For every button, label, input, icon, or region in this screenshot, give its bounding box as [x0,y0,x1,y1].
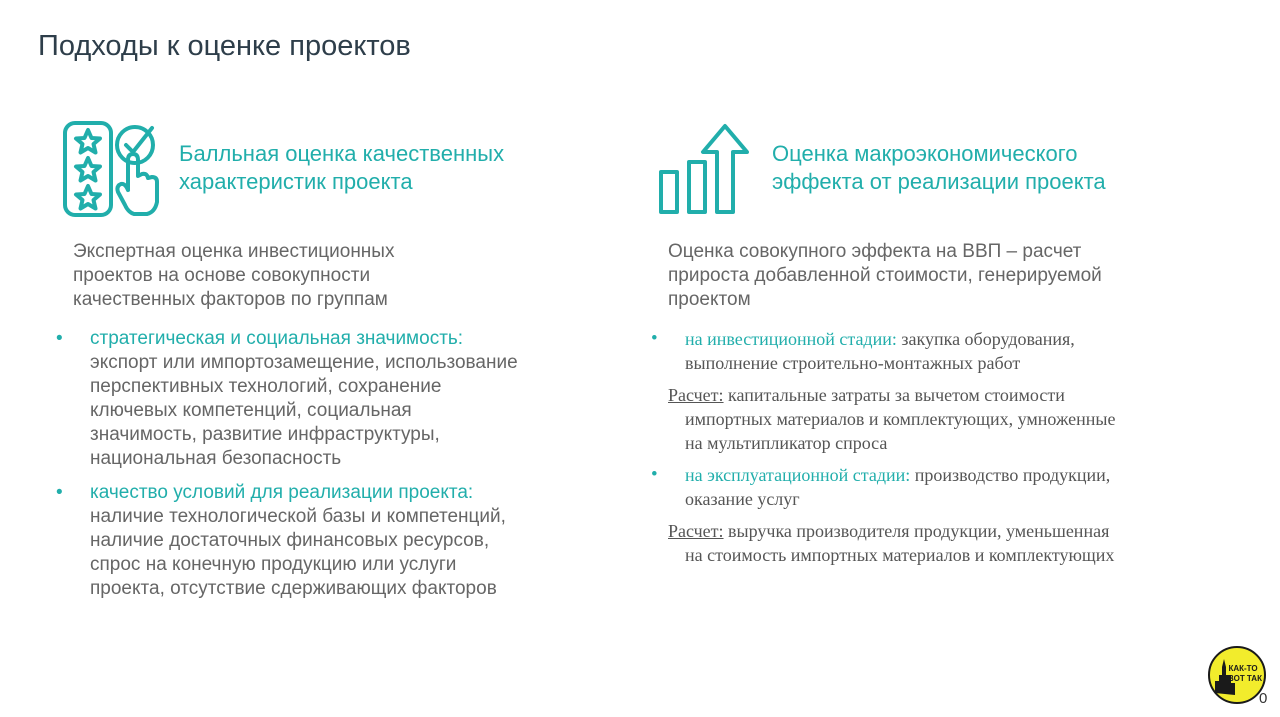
right-intro [668,240,1102,312]
right-heading-line: эффекта от реализации проекта [772,169,1106,194]
bullet-head: на эксплуатационной стадии: [685,465,911,485]
bullet-line: наличие достаточных финансовых ресурсов, [90,530,490,551]
page-title: Подходы к оценке проектов [38,30,411,62]
bullet-line: ключевых компетенций, социальная [90,400,412,421]
logo-text-line: ВОТ ТАК [1228,674,1262,683]
brand-logo [1207,645,1267,705]
calc-line: на стоимость импортных материалов и комплектующих [685,545,1115,565]
left-heading-line: Балльная оценка качественных [179,141,505,166]
right-bullet-operation [651,463,1111,511]
calc-tail: капитальные затраты за вычетом стоимости [723,385,1065,405]
bullet-line: оказание услуг [685,489,800,509]
bullet-tail: производство продукции, [910,465,1111,485]
bullet-dot: • [651,464,658,485]
right-heading [772,140,1106,196]
bullet-head: на инвестиционной стадии: [685,329,897,349]
bullet-line: перспективных технологий, сохранение [90,376,442,397]
bullet-line: наличие технологической базы и компетенций, [90,506,506,527]
calc-label: Расчет: [668,521,724,541]
bullet-tail: закупка оборудования, [896,329,1075,349]
bullet-line: выполнение строительно-монтажных работ [685,353,1021,373]
bullet-line: экспорт или импортозамещение, использование [90,352,518,373]
calc-line: на мультипликатор спроса [685,433,888,453]
calc-label: Расчет: [668,385,724,405]
right-calc-investment [668,383,1116,455]
right-intro-line: проектом [668,289,751,310]
right-bullet-investment [651,327,1075,375]
bullet-head: стратегическая и социальная значимость: [90,328,464,349]
rating-stars-hand-icon [62,120,162,220]
left-bullet-strategic [56,327,518,471]
calc-line: импортных материалов и комплектующих, умноженные [685,409,1116,429]
bullet-line: национальная безопасность [90,448,342,469]
left-intro [73,240,394,312]
left-intro-line: проектов на основе совокупности [73,265,371,286]
right-intro-line: прироста добавленной стоимости, генерируемой [668,265,1102,286]
page-number: 0 [1259,690,1268,707]
left-intro-line: качественных факторов по группам [73,289,388,310]
right-heading-line: Оценка макроэкономического [772,141,1078,166]
bullet-line: спрос на конечную продукцию или услуги [90,554,457,575]
left-heading [179,140,504,196]
left-heading-line: характеристик проекта [179,169,413,194]
bullet-line: значимость, развитие инфраструктуры, [90,424,440,445]
bullet-line: проекта, отсутствие сдерживающих факторов [90,578,497,599]
logo-text-line: КАК-ТО [1228,664,1258,673]
left-bullet-conditions [56,481,506,601]
bullet-dot: • [651,328,658,349]
right-calc-operation [668,519,1114,567]
left-intro-line: Экспертная оценка инвестиционных [73,241,395,262]
bullet-dot: • [56,482,63,503]
growth-bars-arrow-icon [657,120,752,215]
bullet-dot: • [56,328,63,349]
calc-tail: выручка производителя продукции, уменьшенная [723,521,1110,541]
bullet-head: качество условий для реализации проекта: [90,482,474,503]
right-intro-line: Оценка совокупного эффекта на ВВП – расчет [668,241,1082,262]
